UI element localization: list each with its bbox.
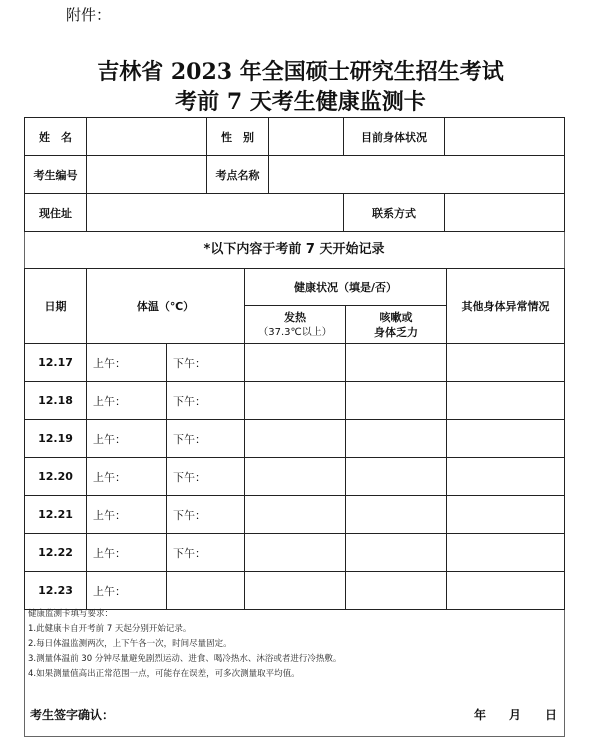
page-title: 吉林省 2023 年全国硕士研究生招生考试 [97, 59, 504, 85]
fever-cell[interactable] [245, 496, 346, 534]
contact-field[interactable] [445, 194, 565, 232]
afternoon-temp-cell[interactable]: 下午： [167, 344, 245, 382]
record-date: 12.17 [25, 344, 87, 382]
table-row [25, 496, 565, 534]
table-row [25, 458, 565, 496]
fever-cell[interactable] [245, 420, 346, 458]
morning-temp-cell[interactable]: 上午： [87, 572, 167, 610]
record-date: 12.18 [25, 382, 87, 420]
afternoon-temp-cell[interactable]: 下午： [167, 420, 245, 458]
name-field[interactable] [87, 118, 207, 156]
other-abnormal-cell[interactable] [447, 458, 565, 496]
personal-info-table [24, 117, 565, 232]
afternoon-temp-cell[interactable] [167, 572, 245, 610]
record-date: 12.19 [25, 420, 87, 458]
address-label: 现住址 [25, 194, 87, 232]
gender-label: 性 别 [207, 118, 269, 156]
morning-temp-cell[interactable]: 上午： [87, 382, 167, 420]
cough-fatigue-cell[interactable] [346, 382, 447, 420]
fever-header [245, 306, 346, 344]
morning-temp-cell[interactable]: 上午： [87, 534, 167, 572]
name-label: 姓 名 [25, 118, 87, 156]
fever-threshold-note: （37.3℃以上） [258, 326, 332, 338]
exam-site-label: 考点名称 [207, 156, 269, 194]
other-abnormal-cell[interactable] [447, 344, 565, 382]
fever-header-text: 发热 [284, 310, 307, 324]
record-date: 12.22 [25, 534, 87, 572]
afternoon-temp-cell[interactable]: 下午： [167, 458, 245, 496]
morning-temp-cell[interactable]: 上午： [87, 420, 167, 458]
morning-temp-cell[interactable]: 上午： [87, 458, 167, 496]
cough-fatigue-cell[interactable] [346, 344, 447, 382]
address-field[interactable] [87, 194, 344, 232]
health-status-label: 目前身体状况 [344, 118, 445, 156]
date-year-label: 年 [474, 708, 487, 722]
contact-label: 联系方式 [344, 194, 445, 232]
exam-number-label: 考生编号 [25, 156, 87, 194]
fever-cell[interactable] [245, 572, 346, 610]
page-subtitle: 考前 7 天考生健康监测卡 [175, 89, 426, 115]
instruction-item: 2.每日体温监测两次，上下午各一次，时间尽量固定。 [28, 639, 232, 649]
fever-cell[interactable] [245, 382, 346, 420]
cough-fatigue-cell[interactable] [346, 534, 447, 572]
date-header: 日期 [25, 269, 87, 344]
instruction-item: 3.测量体温前 30 分钟尽量避免剧烈运动、进食、喝冷热水、沐浴或者进行冷热敷。 [28, 654, 342, 664]
exam-number-field[interactable] [87, 156, 207, 194]
exam-site-field[interactable] [269, 156, 565, 194]
date-month-label: 月 [509, 708, 522, 722]
morning-temp-cell[interactable]: 上午： [87, 344, 167, 382]
health-status-field[interactable] [445, 118, 565, 156]
table-row [25, 382, 565, 420]
attachment-label: 附件： [66, 6, 112, 24]
health-status-header: 健康状况（填是/否） [245, 269, 447, 306]
other-abnormal-cell[interactable] [447, 572, 565, 610]
instructions [28, 607, 558, 682]
cough-fatigue-header [346, 306, 447, 344]
table-row [25, 572, 565, 610]
fatigue-header-text: 身体乏力 [374, 325, 419, 339]
other-abnormal-cell[interactable] [447, 534, 565, 572]
other-abnormal-cell[interactable] [447, 420, 565, 458]
other-abnormal-cell[interactable] [447, 496, 565, 534]
cough-header-text: 咳嗽或 [379, 310, 413, 324]
gender-field[interactable] [269, 118, 344, 156]
table-row [25, 344, 565, 382]
cough-fatigue-cell[interactable] [346, 420, 447, 458]
cough-fatigue-cell[interactable] [346, 572, 447, 610]
record-date: 12.21 [25, 496, 87, 534]
afternoon-temp-cell[interactable]: 下午： [167, 534, 245, 572]
health-record-table [24, 268, 565, 610]
cough-fatigue-cell[interactable] [346, 496, 447, 534]
fever-cell[interactable] [245, 458, 346, 496]
table-row [25, 534, 565, 572]
other-abnormal-cell[interactable] [447, 382, 565, 420]
other-abnormal-header: 其他身体异常情况 [447, 269, 565, 344]
instruction-item: 4.如果测量值高出正常范围一点，可能存在误差，可多次测量取平均值。 [28, 669, 300, 679]
record-date: 12.23 [25, 572, 87, 610]
record-date: 12.20 [25, 458, 87, 496]
fever-cell[interactable] [245, 344, 346, 382]
afternoon-temp-cell[interactable]: 下午： [167, 496, 245, 534]
date-day-label: 日 [545, 708, 558, 722]
morning-temp-cell[interactable]: 上午： [87, 496, 167, 534]
instructions-heading: 健康监测卡填写要求： [28, 609, 114, 619]
signature-label: 考生签字确认： [30, 708, 115, 722]
record-notice: *以下内容于考前 7 天开始记录 [203, 242, 385, 257]
instruction-item: 1.此健康卡自开考前 7 天起分别开始记录。 [28, 624, 192, 634]
table-row [25, 420, 565, 458]
fever-cell[interactable] [245, 534, 346, 572]
cough-fatigue-cell[interactable] [346, 458, 447, 496]
afternoon-temp-cell[interactable]: 下午： [167, 382, 245, 420]
temperature-header: 体温（℃） [87, 269, 245, 344]
